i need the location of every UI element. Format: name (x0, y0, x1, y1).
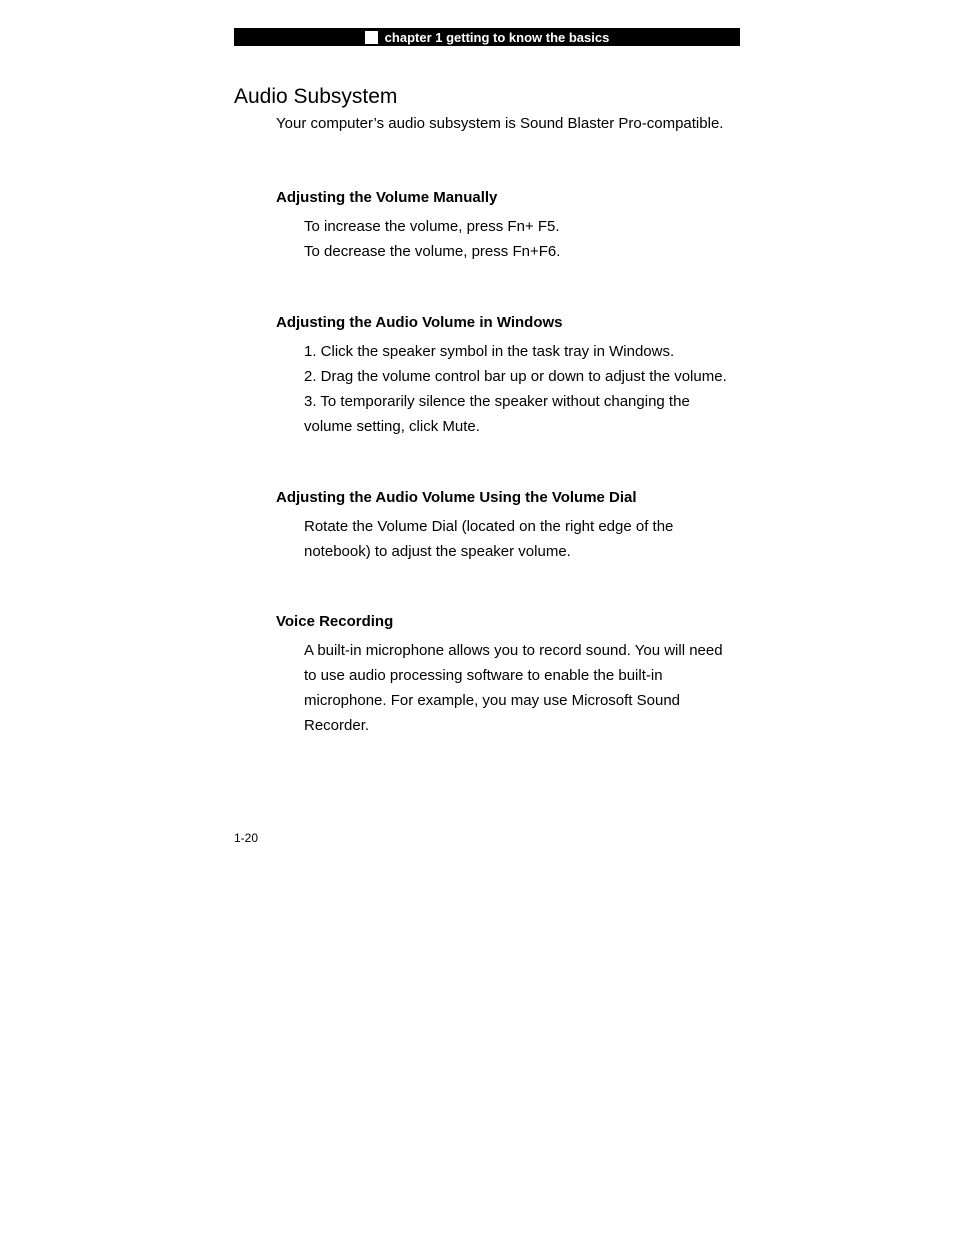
chapter-header-bar (234, 28, 740, 46)
body-line: microphone. For example, you may use Microsoft Sound (304, 692, 681, 709)
list-item: 2. Drag the volume control bar up or down to adjust the volume. (304, 368, 727, 385)
intro-paragraph: Your computer’s audio subsystem is Sound Blaster Pro-compatible. (276, 115, 724, 132)
body-line: notebook) to adjust the speaker volume. (304, 543, 571, 560)
page-number: 1-20 (234, 831, 259, 845)
body-line: To increase the volume, press Fn+ F5. (304, 218, 560, 235)
section-body (304, 339, 746, 439)
section-heading: Adjusting the Volume Manually (276, 189, 498, 206)
square-bullet-icon (365, 31, 378, 44)
section-volume-manual (276, 189, 746, 264)
section-heading: Adjusting the Audio Volume Using the Volume Dial (276, 489, 637, 506)
page-title: Audio Subsystem (234, 85, 398, 108)
section-voice-recording (276, 613, 746, 738)
body-line: Rotate the Volume Dial (located on the right edge of the (304, 518, 674, 535)
section-body (304, 214, 746, 264)
section-volume-windows (276, 314, 746, 439)
list-item: 1. Click the speaker symbol in the task tray in Windows. (304, 343, 675, 360)
list-item: 3. To temporarily silence the speaker without changing the (304, 393, 690, 410)
section-heading: Adjusting the Audio Volume in Windows (276, 314, 563, 331)
chapter-label: chapter 1 getting to know the basics (384, 29, 610, 45)
section-heading: Voice Recording (276, 613, 394, 630)
section-body (304, 514, 746, 564)
body-line: Recorder. (304, 717, 370, 734)
list-item-continuation: volume setting, click Mute. (304, 418, 480, 435)
body-line: A built-in microphone allows you to record sound. You will need (304, 642, 723, 659)
body-line: to use audio processing software to enable the built-in (304, 667, 663, 684)
body-line: To decrease the volume, press Fn+F6. (304, 243, 561, 260)
section-body (304, 638, 746, 738)
section-volume-dial (276, 489, 746, 564)
